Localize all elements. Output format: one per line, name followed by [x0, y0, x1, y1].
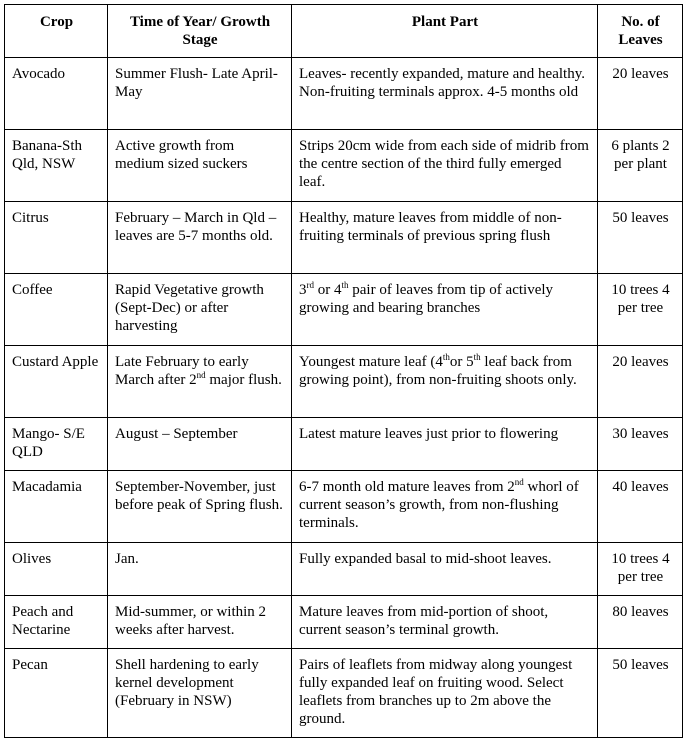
cell-plant-part — [292, 346, 598, 418]
cell-plant-part: Pairs of leaflets from midway along youngest fully expanded leaf on fruiting wood. Select leaflets from branches up to 2m above the ground. — [292, 649, 598, 738]
cell-time: September-November, just before peak of Spring flush. — [108, 471, 292, 543]
cell-crop: Peach and Nectarine — [5, 596, 108, 649]
table-row — [5, 471, 683, 543]
cell-leaves: 20 leaves — [598, 58, 683, 130]
cell-time: Mid-summer, or within 2 weeks after harvest. — [108, 596, 292, 649]
header-time: Time of Year/ Growth Stage — [108, 5, 292, 58]
cell-time — [108, 346, 292, 418]
superscript: th — [442, 352, 450, 362]
cell-plant-part — [292, 274, 598, 346]
text-fragment: whorl of current season’s growth, from non-flushing terminals. — [299, 479, 579, 531]
table-row — [5, 543, 683, 596]
cell-crop: Citrus — [5, 202, 108, 274]
cell-leaves: 50 leaves — [598, 649, 683, 738]
leaf-sampling-table — [4, 4, 683, 738]
table-row — [5, 202, 683, 274]
cell-crop: Pecan — [5, 649, 108, 738]
cell-time: Shell hardening to early kernel development (February in NSW) — [108, 649, 292, 738]
cell-time: Jan. — [108, 543, 292, 596]
cell-leaves: 50 leaves — [598, 202, 683, 274]
cell-plant-part: Latest mature leaves just prior to flowering — [292, 418, 598, 471]
cell-crop: Coffee — [5, 274, 108, 346]
cell-plant-part — [292, 471, 598, 543]
table-row — [5, 274, 683, 346]
superscript: th — [473, 352, 481, 362]
table-row — [5, 130, 683, 202]
text-fragment: leaf back from growing point), from non-fruiting shoots only. — [299, 354, 577, 388]
text-fragment: pair of leaves from tip of actively growing and bearing branches — [299, 282, 554, 316]
cell-crop: Banana-Sth Qld, NSW — [5, 130, 108, 202]
header-no-of-leaves: No. of Leaves — [598, 5, 683, 58]
table-row — [5, 649, 683, 738]
cell-crop: Mango- S/E QLD — [5, 418, 108, 471]
text-fragment: or 4 — [314, 282, 342, 298]
cell-time: Rapid Vegetative growth (Sept-Dec) or after harvesting — [108, 274, 292, 346]
header-plant-part: Plant Part — [292, 5, 598, 58]
cell-crop: Macadamia — [5, 471, 108, 543]
text-fragment: 3 — [299, 282, 307, 298]
table-row — [5, 346, 683, 418]
header-crop: Crop — [5, 5, 108, 58]
superscript: nd — [196, 370, 206, 380]
table-row — [5, 596, 683, 649]
cell-leaves: 80 leaves — [598, 596, 683, 649]
cell-time: Summer Flush- Late April-May — [108, 58, 292, 130]
text-fragment: major flush. — [205, 372, 282, 388]
cell-leaves: 10 trees 4 per tree — [598, 543, 683, 596]
cell-leaves: 10 trees 4 per tree — [598, 274, 683, 346]
cell-time: August – September — [108, 418, 292, 471]
cell-leaves: 40 leaves — [598, 471, 683, 543]
cell-crop: Custard Apple — [5, 346, 108, 418]
cell-crop: Avocado — [5, 58, 108, 130]
cell-crop: Olives — [5, 543, 108, 596]
cell-leaves: 30 leaves — [598, 418, 683, 471]
text-fragment: Late February to early March after 2 — [115, 354, 249, 388]
text-fragment: 6-7 month old mature leaves from 2 — [299, 479, 515, 495]
superscript: th — [341, 280, 349, 290]
superscript: nd — [514, 477, 524, 487]
text-fragment: Youngest mature leaf (4 — [299, 354, 443, 370]
cell-leaves: 6 plants 2 per plant — [598, 130, 683, 202]
header-row — [5, 5, 683, 58]
cell-time: Active growth from medium sized suckers — [108, 130, 292, 202]
cell-plant-part: Leaves- recently expanded, mature and healthy. Non-fruiting terminals approx. 4-5 months old — [292, 58, 598, 130]
table-row — [5, 58, 683, 130]
table-row — [5, 418, 683, 471]
cell-leaves: 20 leaves — [598, 346, 683, 418]
cell-time: February – March in Qld – leaves are 5-7 months old. — [108, 202, 292, 274]
cell-plant-part: Strips 20cm wide from each side of midrib from the centre section of the third fully emerged leaf. — [292, 130, 598, 202]
cell-plant-part: Mature leaves from mid-portion of shoot, current season’s terminal growth. — [292, 596, 598, 649]
cell-plant-part: Fully expanded basal to mid-shoot leaves. — [292, 543, 598, 596]
cell-plant-part: Healthy, mature leaves from middle of non-fruiting terminals of previous spring flush — [292, 202, 598, 274]
superscript: rd — [306, 280, 314, 290]
text-fragment: or 5 — [449, 354, 474, 370]
